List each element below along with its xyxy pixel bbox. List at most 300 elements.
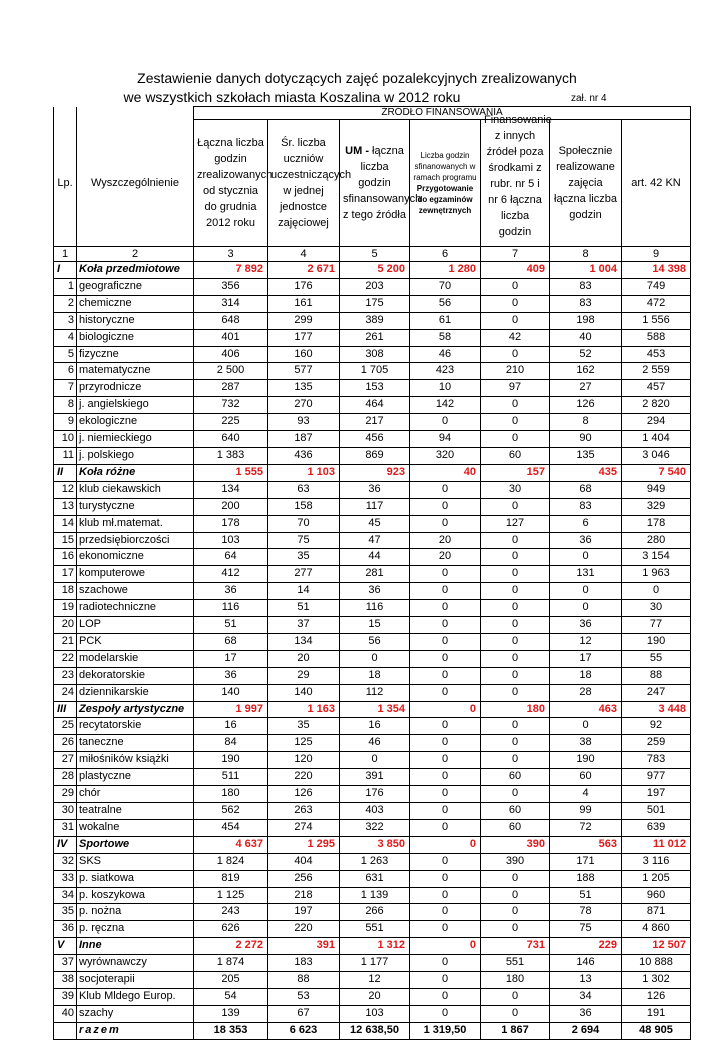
cell-value: 217 bbox=[340, 414, 410, 431]
cell-value: 142 bbox=[410, 397, 481, 414]
cell-name: ekologiczne bbox=[77, 414, 194, 431]
cell-value: 0 bbox=[481, 414, 550, 431]
header-exam-bold: Przygotowanie do egzaminów zewnętrznych bbox=[416, 184, 474, 215]
cell-value: 0 bbox=[410, 819, 481, 836]
cell-name: PCK bbox=[77, 633, 194, 650]
cell-value: 131 bbox=[550, 566, 622, 583]
cell-value: 640 bbox=[194, 431, 268, 448]
cell-value: 90 bbox=[550, 431, 622, 448]
cell-value: 171 bbox=[550, 853, 622, 870]
header-name-top bbox=[77, 107, 194, 120]
cell-value: 0 bbox=[481, 346, 550, 363]
cell-value: 36 bbox=[550, 617, 622, 634]
cell-value: 191 bbox=[622, 1005, 691, 1022]
cell-value: 70 bbox=[410, 278, 481, 295]
cell-value: 1 705 bbox=[340, 363, 410, 380]
cell-name: p. ręczna bbox=[77, 921, 194, 938]
cell-value: 1 263 bbox=[340, 853, 410, 870]
cell-name: miłośników książki bbox=[77, 752, 194, 769]
cell-value: 0 bbox=[410, 735, 481, 752]
table-row bbox=[54, 583, 691, 600]
cell-name: chemiczne bbox=[77, 295, 194, 312]
cell-lp: 14 bbox=[54, 515, 77, 532]
cell-value: 389 bbox=[340, 312, 410, 329]
cell-name: teatralne bbox=[77, 803, 194, 820]
cell-value: 435 bbox=[550, 464, 622, 481]
cell-value: 320 bbox=[410, 447, 481, 464]
cell-value: 126 bbox=[550, 397, 622, 414]
cell-lp: 40 bbox=[54, 1005, 77, 1022]
cell-value: 0 bbox=[410, 1005, 481, 1022]
cell-lp: 20 bbox=[54, 617, 77, 634]
section-row bbox=[54, 836, 691, 853]
table-row bbox=[54, 515, 691, 532]
cell-value: 4 860 bbox=[622, 921, 691, 938]
cell-value: 45 bbox=[340, 515, 410, 532]
cell-value: 0 bbox=[410, 566, 481, 583]
cell-value: 501 bbox=[622, 803, 691, 820]
activities-table bbox=[53, 106, 691, 1040]
cell-value: 6 bbox=[550, 515, 622, 532]
cell-value: 409 bbox=[481, 262, 550, 279]
col-num-5: 5 bbox=[340, 247, 410, 262]
cell-value: 75 bbox=[268, 532, 340, 549]
header-lp: Lp. bbox=[54, 120, 77, 247]
cell-name: Koła przedmiotowe bbox=[77, 262, 194, 279]
cell-value: 0 bbox=[481, 278, 550, 295]
cell-value: 58 bbox=[410, 329, 481, 346]
col-num-3: 3 bbox=[194, 247, 268, 262]
table-row bbox=[54, 617, 691, 634]
header-name: Wyszczególnienie bbox=[77, 120, 194, 247]
header-social: Społecznie realizowane zajęcia łączna liczba godzin bbox=[550, 120, 622, 247]
cell-lp: 8 bbox=[54, 397, 77, 414]
cell-value: 35 bbox=[268, 549, 340, 566]
cell-name: dziennikarskie bbox=[77, 684, 194, 701]
cell-value: 1 404 bbox=[622, 431, 691, 448]
table-row bbox=[54, 414, 691, 431]
cell-value: 34 bbox=[550, 988, 622, 1005]
cell-name: geograficzne bbox=[77, 278, 194, 295]
cell-name: historyczne bbox=[77, 312, 194, 329]
col-num-2: 2 bbox=[77, 247, 194, 262]
cell-value: 1 177 bbox=[340, 955, 410, 972]
cell-value: 3 046 bbox=[622, 447, 691, 464]
cell-name: modelarskie bbox=[77, 650, 194, 667]
cell-value: 48 905 bbox=[622, 1022, 691, 1039]
cell-name: p. nożna bbox=[77, 904, 194, 921]
cell-value: 0 bbox=[481, 786, 550, 803]
cell-lp: 22 bbox=[54, 650, 77, 667]
cell-value: 75 bbox=[550, 921, 622, 938]
cell-value: 15 bbox=[340, 617, 410, 634]
cell-value: 40 bbox=[550, 329, 622, 346]
table-row bbox=[54, 329, 691, 346]
cell-value: 12 bbox=[340, 972, 410, 989]
cell-value: 126 bbox=[622, 988, 691, 1005]
cell-name: radiotechniczne bbox=[77, 600, 194, 617]
cell-value: 177 bbox=[268, 329, 340, 346]
cell-value: 562 bbox=[194, 803, 268, 820]
cell-value: 391 bbox=[268, 938, 340, 955]
cell-value: 99 bbox=[550, 803, 622, 820]
cell-value: 160 bbox=[268, 346, 340, 363]
cell-lp: V bbox=[54, 938, 77, 955]
table-row bbox=[54, 600, 691, 617]
cell-value: 127 bbox=[481, 515, 550, 532]
cell-value: 103 bbox=[194, 532, 268, 549]
cell-value: 0 bbox=[550, 600, 622, 617]
document-title-line-1: Zestawienie danych dotyczących zajęć pozalekcyjnych zrealizowanych bbox=[137, 70, 577, 86]
cell-value: 0 bbox=[410, 650, 481, 667]
cell-value: 3 448 bbox=[622, 701, 691, 718]
header-exam-program bbox=[410, 120, 481, 247]
cell-value: 1 319,50 bbox=[410, 1022, 481, 1039]
cell-value: 10 888 bbox=[622, 955, 691, 972]
cell-value: 390 bbox=[481, 836, 550, 853]
header-exam-text: Liczba godzin sfinanowanych w ramach programu bbox=[413, 151, 477, 182]
cell-value: 176 bbox=[268, 278, 340, 295]
cell-value: 112 bbox=[340, 684, 410, 701]
cell-value: 401 bbox=[194, 329, 268, 346]
cell-value: 551 bbox=[481, 955, 550, 972]
table-row bbox=[54, 1005, 691, 1022]
cell-value: 0 bbox=[410, 836, 481, 853]
cell-name: ekonomiczne bbox=[77, 549, 194, 566]
table-row bbox=[54, 769, 691, 786]
cell-value: 88 bbox=[268, 972, 340, 989]
cell-value: 2 500 bbox=[194, 363, 268, 380]
cell-name: Sportowe bbox=[77, 836, 194, 853]
cell-value: 247 bbox=[622, 684, 691, 701]
cell-value: 277 bbox=[268, 566, 340, 583]
cell-name: razem bbox=[77, 1022, 194, 1039]
cell-name: dekoratorskie bbox=[77, 667, 194, 684]
cell-value: 626 bbox=[194, 921, 268, 938]
cell-value: 36 bbox=[194, 667, 268, 684]
cell-value: 551 bbox=[340, 921, 410, 938]
cell-lp bbox=[54, 1022, 77, 1039]
cell-name: matematyczne bbox=[77, 363, 194, 380]
cell-value: 464 bbox=[340, 397, 410, 414]
cell-value: 3 154 bbox=[622, 549, 691, 566]
cell-value: 0 bbox=[481, 887, 550, 904]
cell-value: 0 bbox=[481, 633, 550, 650]
cell-value: 175 bbox=[340, 295, 410, 312]
cell-value: 77 bbox=[622, 617, 691, 634]
cell-value: 78 bbox=[550, 904, 622, 921]
cell-value: 731 bbox=[481, 938, 550, 955]
col-num-9: 9 bbox=[622, 247, 691, 262]
cell-lp: 16 bbox=[54, 549, 77, 566]
cell-value: 0 bbox=[481, 312, 550, 329]
cell-value: 0 bbox=[481, 752, 550, 769]
cell-value: 20 bbox=[340, 988, 410, 1005]
cell-name: Koła różne bbox=[77, 464, 194, 481]
table-row bbox=[54, 803, 691, 820]
cell-lp: 38 bbox=[54, 972, 77, 989]
cell-name: LOP bbox=[77, 617, 194, 634]
cell-lp: 36 bbox=[54, 921, 77, 938]
cell-value: 180 bbox=[481, 701, 550, 718]
cell-value: 390 bbox=[481, 853, 550, 870]
cell-value: 0 bbox=[550, 583, 622, 600]
cell-value: 977 bbox=[622, 769, 691, 786]
cell-lp: IV bbox=[54, 836, 77, 853]
cell-name: klub mł.matemat. bbox=[77, 515, 194, 532]
cell-value: 14 bbox=[268, 583, 340, 600]
cell-lp: 17 bbox=[54, 566, 77, 583]
cell-value: 1 556 bbox=[622, 312, 691, 329]
cell-value: 198 bbox=[550, 312, 622, 329]
cell-value: 188 bbox=[550, 870, 622, 887]
cell-lp: 9 bbox=[54, 414, 77, 431]
cell-value: 44 bbox=[340, 549, 410, 566]
cell-value: 1 354 bbox=[340, 701, 410, 718]
table-row bbox=[54, 650, 691, 667]
cell-value: 63 bbox=[268, 481, 340, 498]
cell-value: 960 bbox=[622, 887, 691, 904]
cell-value: 158 bbox=[268, 498, 340, 515]
cell-value: 190 bbox=[622, 633, 691, 650]
cell-value: 36 bbox=[340, 481, 410, 498]
cell-name: turystyczne bbox=[77, 498, 194, 515]
cell-value: 38 bbox=[550, 735, 622, 752]
cell-value: 1 163 bbox=[268, 701, 340, 718]
cell-value: 42 bbox=[481, 329, 550, 346]
cell-value: 0 bbox=[481, 667, 550, 684]
cell-value: 406 bbox=[194, 346, 268, 363]
cell-value: 0 bbox=[410, 887, 481, 904]
cell-lp: 26 bbox=[54, 735, 77, 752]
cell-value: 1 824 bbox=[194, 853, 268, 870]
cell-value: 10 bbox=[410, 380, 481, 397]
cell-name: taneczne bbox=[77, 735, 194, 752]
table-row bbox=[54, 870, 691, 887]
cell-lp: 32 bbox=[54, 853, 77, 870]
cell-value: 12 bbox=[550, 633, 622, 650]
table-row bbox=[54, 532, 691, 549]
cell-value: 60 bbox=[550, 769, 622, 786]
cell-value: 1 004 bbox=[550, 262, 622, 279]
table-row bbox=[54, 431, 691, 448]
cell-value: 648 bbox=[194, 312, 268, 329]
table-row bbox=[54, 752, 691, 769]
cell-value: 94 bbox=[410, 431, 481, 448]
cell-name: Klub Mldego Europ. bbox=[77, 988, 194, 1005]
cell-value: 631 bbox=[340, 870, 410, 887]
cell-value: 16 bbox=[194, 718, 268, 735]
cell-value: 146 bbox=[550, 955, 622, 972]
cell-value: 7 892 bbox=[194, 262, 268, 279]
cell-value: 97 bbox=[481, 380, 550, 397]
cell-value: 180 bbox=[481, 972, 550, 989]
cell-value: 40 bbox=[410, 464, 481, 481]
cell-value: 287 bbox=[194, 380, 268, 397]
cell-lp: 18 bbox=[54, 583, 77, 600]
cell-value: 0 bbox=[481, 870, 550, 887]
cell-value: 54 bbox=[194, 988, 268, 1005]
cell-lp: 28 bbox=[54, 769, 77, 786]
cell-value: 135 bbox=[550, 447, 622, 464]
table-row bbox=[54, 904, 691, 921]
cell-lp: 33 bbox=[54, 870, 77, 887]
cell-lp: III bbox=[54, 701, 77, 718]
cell-value: 308 bbox=[340, 346, 410, 363]
table-row bbox=[54, 549, 691, 566]
cell-value: 749 bbox=[622, 278, 691, 295]
cell-value: 0 bbox=[410, 684, 481, 701]
cell-value: 0 bbox=[410, 769, 481, 786]
cell-value: 0 bbox=[410, 904, 481, 921]
section-row bbox=[54, 262, 691, 279]
cell-value: 0 bbox=[410, 955, 481, 972]
cell-value: 1 280 bbox=[410, 262, 481, 279]
cell-value: 83 bbox=[550, 498, 622, 515]
cell-value: 205 bbox=[194, 972, 268, 989]
cell-value: 453 bbox=[622, 346, 691, 363]
cell-value: 37 bbox=[268, 617, 340, 634]
cell-lp: 15 bbox=[54, 532, 77, 549]
cell-value: 588 bbox=[622, 329, 691, 346]
cell-value: 220 bbox=[268, 769, 340, 786]
cell-value: 68 bbox=[194, 633, 268, 650]
cell-value: 732 bbox=[194, 397, 268, 414]
cell-name: SKS bbox=[77, 853, 194, 870]
cell-value: 0 bbox=[550, 718, 622, 735]
cell-value: 8 bbox=[550, 414, 622, 431]
cell-value: 314 bbox=[194, 295, 268, 312]
cell-value: 243 bbox=[194, 904, 268, 921]
cell-value: 55 bbox=[622, 650, 691, 667]
cell-value: 229 bbox=[550, 938, 622, 955]
cell-name: przyrodnicze bbox=[77, 380, 194, 397]
header-um-hours bbox=[340, 120, 422, 247]
cell-lp: 29 bbox=[54, 786, 77, 803]
cell-value: 18 bbox=[550, 667, 622, 684]
cell-value: 0 bbox=[410, 498, 481, 515]
cell-value: 56 bbox=[340, 633, 410, 650]
cell-value: 0 bbox=[410, 870, 481, 887]
cell-value: 17 bbox=[550, 650, 622, 667]
cell-lp: II bbox=[54, 464, 77, 481]
source-header: ŹRÓDŁO FINANSOWANIA bbox=[194, 107, 691, 120]
cell-value: 871 bbox=[622, 904, 691, 921]
cell-value: 0 bbox=[481, 532, 550, 549]
cell-name: komputerowe bbox=[77, 566, 194, 583]
cell-value: 0 bbox=[410, 988, 481, 1005]
cell-value: 27 bbox=[550, 380, 622, 397]
cell-value: 16 bbox=[340, 718, 410, 735]
cell-value: 0 bbox=[410, 853, 481, 870]
table-row bbox=[54, 921, 691, 938]
table-row bbox=[54, 278, 691, 295]
cell-value: 83 bbox=[550, 295, 622, 312]
cell-name: szachowe bbox=[77, 583, 194, 600]
cell-value: 281 bbox=[340, 566, 410, 583]
table-row bbox=[54, 295, 691, 312]
table-row bbox=[54, 786, 691, 803]
header-um-bold: UM - bbox=[345, 145, 369, 157]
cell-value: 0 bbox=[410, 617, 481, 634]
cell-value: 322 bbox=[340, 819, 410, 836]
cell-value: 183 bbox=[268, 955, 340, 972]
cell-name: fizyczne bbox=[77, 346, 194, 363]
cell-lp: I bbox=[54, 262, 77, 279]
cell-value: 923 bbox=[340, 464, 410, 481]
cell-value: 134 bbox=[194, 481, 268, 498]
cell-value: 20 bbox=[410, 549, 481, 566]
cell-value: 270 bbox=[268, 397, 340, 414]
cell-lp: 19 bbox=[54, 600, 77, 617]
cell-name: j. niemieckiego bbox=[77, 431, 194, 448]
cell-value: 0 bbox=[481, 617, 550, 634]
cell-value: 0 bbox=[481, 1005, 550, 1022]
cell-value: 0 bbox=[410, 583, 481, 600]
cell-value: 14 398 bbox=[622, 262, 691, 279]
cell-value: 187 bbox=[268, 431, 340, 448]
cell-value: 88 bbox=[622, 667, 691, 684]
cell-name: wyrównawczy bbox=[77, 955, 194, 972]
cell-value: 2 694 bbox=[550, 1022, 622, 1039]
header-avg-students: Śr. liczba uczniów uczestniczących w jednej jednostce zajęciowej bbox=[268, 120, 340, 247]
cell-value: 259 bbox=[622, 735, 691, 752]
header-art42: art. 42 KN bbox=[622, 120, 691, 247]
cell-value: 577 bbox=[268, 363, 340, 380]
cell-value: 20 bbox=[268, 650, 340, 667]
cell-value: 0 bbox=[340, 752, 410, 769]
table-row bbox=[54, 853, 691, 870]
cell-value: 203 bbox=[340, 278, 410, 295]
cell-value: 0 bbox=[410, 803, 481, 820]
cell-name: biologiczne bbox=[77, 329, 194, 346]
cell-value: 13 bbox=[550, 972, 622, 989]
cell-value: 0 bbox=[410, 718, 481, 735]
cell-value: 197 bbox=[268, 904, 340, 921]
cell-value: 53 bbox=[268, 988, 340, 1005]
cell-value: 0 bbox=[481, 718, 550, 735]
cell-value: 1 295 bbox=[268, 836, 340, 853]
cell-value: 51 bbox=[550, 887, 622, 904]
cell-lp: 21 bbox=[54, 633, 77, 650]
cell-value: 161 bbox=[268, 295, 340, 312]
cell-lp: 37 bbox=[54, 955, 77, 972]
cell-lp: 30 bbox=[54, 803, 77, 820]
col-num-8: 8 bbox=[550, 247, 622, 262]
cell-value: 190 bbox=[550, 752, 622, 769]
cell-lp: 39 bbox=[54, 988, 77, 1005]
section-row bbox=[54, 938, 691, 955]
cell-value: 0 bbox=[481, 583, 550, 600]
cell-value: 68 bbox=[550, 481, 622, 498]
cell-value: 36 bbox=[194, 583, 268, 600]
col-num-6: 6 bbox=[410, 247, 481, 262]
cell-value: 0 bbox=[410, 600, 481, 617]
cell-value: 457 bbox=[622, 380, 691, 397]
cell-lp: 2 bbox=[54, 295, 77, 312]
cell-name: wokalne bbox=[77, 819, 194, 836]
table-row bbox=[54, 566, 691, 583]
cell-name: socjoterapii bbox=[77, 972, 194, 989]
cell-value: 1 312 bbox=[340, 938, 410, 955]
cell-value: 356 bbox=[194, 278, 268, 295]
cell-value: 0 bbox=[410, 786, 481, 803]
section-row bbox=[54, 701, 691, 718]
cell-value: 7 540 bbox=[622, 464, 691, 481]
cell-value: 120 bbox=[268, 752, 340, 769]
cell-name: j. polskiego bbox=[77, 447, 194, 464]
cell-value: 135 bbox=[268, 380, 340, 397]
